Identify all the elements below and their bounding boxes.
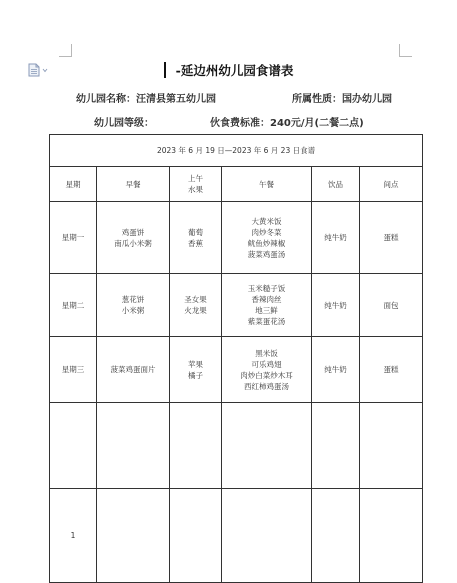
fruit-cell [170,202,222,274]
lunch-cell-line: 黑米饭 [255,348,278,358]
snack-cell [360,337,423,403]
fruit-cell [170,274,222,337]
header-cell-line: 饮品 [328,179,343,189]
snack-cell [360,202,423,274]
meal-row [50,274,423,337]
drink-cell [312,337,360,403]
document-title[interactable] [0,61,457,79]
empty-cell [360,489,423,583]
empty-cell [97,489,170,583]
header-cell [222,167,312,202]
lunch-cell-line: 玉米糙子饭 [247,284,286,293]
page-corner-mark-top-left [59,44,72,57]
period-row [50,135,423,167]
lunch-cell-line: 肉炒白菜炒木耳 [240,370,293,380]
drink-cell-line: 纯牛奶 [324,233,347,242]
meal-fee-standard: 伙食费标准：240元/月(二餐二点) [210,118,364,129]
breakfast-cell-line: 小米粥 [121,306,145,315]
breakfast-cell-line: 鸡蛋饼 [121,227,145,237]
fruit-cell [170,337,222,403]
lunch-cell-line: 紫菜蛋花汤 [247,317,286,326]
meal-row [50,202,423,274]
snack-cell-line: 面包 [383,300,399,310]
header-cell [50,167,97,202]
header-cell [170,167,222,202]
fruit-cell-line: 橘子 [188,370,203,380]
fruit-cell-line: 葡萄 [188,227,203,237]
empty-cell [50,403,97,489]
ownership-type: 所属性质：国办幼儿园 [292,94,392,105]
empty-cell [222,403,312,489]
lunch-cell [222,337,312,403]
empty-cell [222,489,312,583]
header-cell-line: 午餐 [259,179,274,189]
drink-cell-line: 纯牛奶 [324,300,347,310]
lunch-cell-line: 大黄米饭 [251,216,282,226]
lunch-cell-line: 西红柿鸡蛋汤 [244,381,289,391]
header-cell-line: 早餐 [125,179,141,189]
day-cell: 星期一 [50,202,97,274]
fruit-cell-line: 香蕉 [188,238,203,248]
breakfast-cell [97,337,170,403]
header-cell [312,167,360,202]
menu-table [49,134,423,583]
empty-cell [170,403,222,489]
page-number-row [50,489,423,583]
empty-row [50,403,423,489]
header-cell [360,167,423,202]
breakfast-cell-line: 葱花饼 [121,295,145,304]
header-cell-line: 水果 [188,185,203,194]
lunch-cell [222,202,312,274]
header-cell [97,167,170,202]
snack-cell-line: 蛋糕 [383,365,399,374]
empty-cell [360,403,423,489]
snack-cell [360,274,423,337]
drink-cell [312,274,360,337]
empty-cell [312,403,360,489]
breakfast-cell-line: 南瓜小米粥 [114,238,152,248]
header-row [50,167,423,202]
lunch-cell-line: 鱿鱼炒辣椒 [247,238,286,248]
breakfast-cell-line: 菠菜鸡蛋面片 [110,365,156,374]
lunch-cell-line: 肉炒冬菜 [251,227,282,237]
kindergarten-name: 幼儿园名称：汪清县第五幼儿园 [76,94,216,105]
empty-cell [97,403,170,489]
page-number: 1 [50,489,97,583]
period-cell: 2023 年 6 月 19 日—2023 年 6 月 23 日食谱 [50,135,423,167]
empty-cell [170,489,222,583]
lunch-cell-line: 菠菜鸡蛋汤 [247,249,286,259]
page-corner-mark-top-right [399,44,412,57]
lunch-cell-line: 香辣肉丝 [251,295,282,304]
breakfast-cell [97,274,170,337]
lunch-cell-line: 地三鲜 [255,306,278,315]
header-cell-line: 间点 [383,179,399,189]
meal-row [50,337,423,403]
drink-cell-line: 纯牛奶 [324,365,347,374]
text-cursor [164,62,166,78]
fruit-cell-line: 苹果 [188,359,203,369]
fruit-cell-line: 火龙果 [184,306,207,315]
header-cell-line: 上午 [188,174,203,183]
lunch-cell [222,274,312,337]
empty-cell [312,489,360,583]
day-cell: 星期二 [50,274,97,337]
title-text: -延边州幼儿园食谱表 [175,63,294,78]
kindergarten-grade: 幼儿园等级： [94,118,154,129]
drink-cell [312,202,360,274]
breakfast-cell [97,202,170,274]
lunch-cell-line: 可乐鸡翅 [251,359,282,369]
day-cell: 星期三 [50,337,97,403]
header-cell-line: 星期 [65,179,81,189]
snack-cell-line: 蛋糕 [383,233,399,242]
fruit-cell-line: 圣女果 [184,295,207,304]
